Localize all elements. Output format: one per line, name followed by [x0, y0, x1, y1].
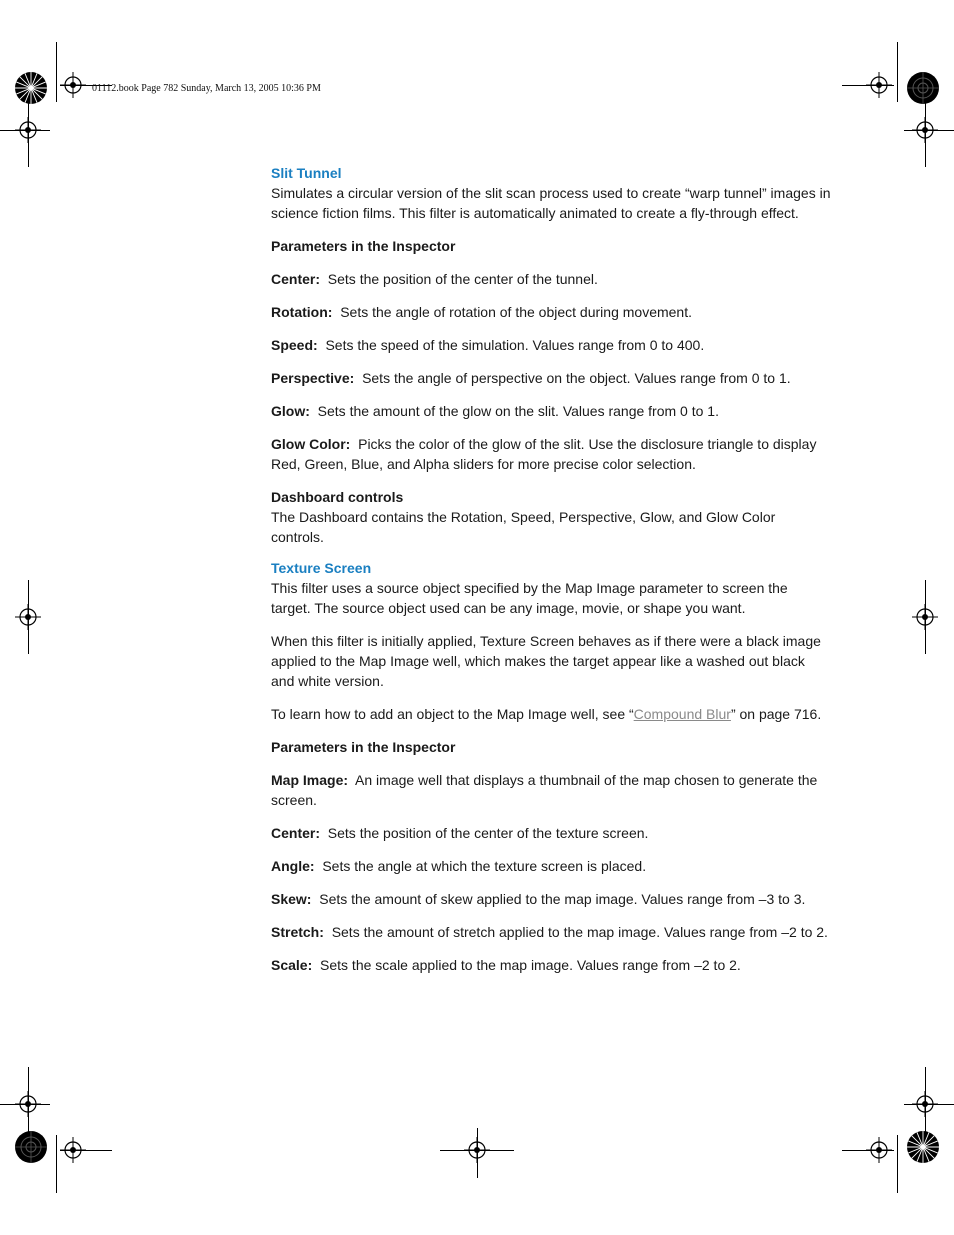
starburst-target-icon — [14, 1130, 48, 1164]
param-text: Sets the position of the center of the texture screen. — [327, 825, 649, 841]
section-title-texture-screen: Texture Screen — [271, 560, 372, 576]
param-term: Center: — [271, 271, 321, 287]
params-heading: Parameters in the Inspector — [271, 739, 456, 755]
param-text: Sets the position of the center of the tunnel. — [327, 271, 598, 287]
param-term: Glow Color: — [271, 436, 351, 452]
registration-target-icon — [912, 1091, 938, 1117]
param-term: Rotation: — [271, 304, 333, 320]
crop-line — [897, 42, 898, 102]
compound-blur-link[interactable]: Compound Blur — [633, 706, 731, 722]
registration-target-icon — [866, 72, 892, 98]
param-item — [271, 889, 831, 909]
param-term: Map Image: — [271, 772, 349, 788]
registration-target-icon — [912, 604, 938, 630]
param-text: An image well that displays a thumbnail of the map chosen to generate the screen. — [271, 772, 818, 808]
starburst-target-icon — [906, 1130, 940, 1164]
starburst-target-icon — [906, 71, 940, 105]
param-text: Sets the speed of the simulation. Values range from 0 to 400. — [325, 337, 705, 353]
param-text: Sets the amount of stretch applied to the map image. Values range from –2 to 2. — [331, 924, 828, 940]
texture-screen-para: This filter uses a source object specified by the Map Image parameter to screen the target. The source object used can be any image, movie, or shape you want. — [271, 580, 788, 616]
param-item — [271, 922, 831, 942]
param-text: Sets the amount of skew applied to the map image. Values range from –3 to 3. — [319, 891, 806, 907]
param-item — [271, 434, 831, 474]
crossref-text: ” on page 716. — [730, 706, 822, 722]
texture-screen-para: When this filter is initially applied, Texture Screen behaves as if there were a black image applied to the Map Image well, which makes the target appear like a washed out black and white version. — [271, 633, 821, 689]
param-item — [271, 335, 831, 355]
registration-target-icon — [15, 117, 41, 143]
param-term: Skew: — [271, 891, 312, 907]
param-term: Speed: — [271, 337, 318, 353]
dashboard-text: The Dashboard contains the Rotation, Speed, Perspective, Glow, and Glow Color controls. — [271, 509, 776, 545]
registration-target-icon — [15, 604, 41, 630]
param-item — [271, 269, 831, 289]
param-term: Scale: — [271, 957, 313, 973]
param-text: Sets the angle of perspective on the object. Values range from 0 to 1. — [362, 370, 791, 386]
param-term: Angle: — [271, 858, 315, 874]
params-heading: Parameters in the Inspector — [271, 238, 456, 254]
texture-screen-crossref — [271, 704, 831, 724]
param-text: Sets the scale applied to the map image. Values range from –2 to 2. — [320, 957, 741, 973]
crossref-text: To learn how to add an object to the Map Image well, see “ — [271, 706, 634, 722]
param-item — [271, 368, 831, 388]
crop-line — [897, 1135, 898, 1193]
param-text: Sets the angle at which the texture screen is placed. — [322, 858, 647, 874]
registration-target-icon — [912, 117, 938, 143]
param-text: Sets the angle of rotation of the object during movement. — [340, 304, 692, 320]
param-item — [271, 955, 831, 975]
param-item — [271, 823, 831, 843]
param-term: Center: — [271, 825, 321, 841]
registration-target-icon — [15, 1091, 41, 1117]
param-text: Picks the color of the glow of the slit. Use the disclosure triangle to display Red, Green, Blue, and Alpha sliders for more precise color selection. — [271, 436, 817, 472]
crop-line — [56, 1135, 57, 1193]
slit-tunnel-description: Simulates a circular version of the slit scan process used to create “warp tunnel” images in science fiction films. This filter is automatically animated to create a fly-through effect. — [271, 185, 831, 221]
starburst-target-icon — [14, 71, 48, 105]
param-text: Sets the amount of the glow on the slit. Values range from 0 to 1. — [317, 403, 719, 419]
print-header: 01112.book Page 782 Sunday, March 13, 2005 10:36 PM — [92, 83, 321, 94]
page-content — [271, 163, 831, 988]
registration-target-icon — [60, 1137, 86, 1163]
crop-line — [56, 42, 57, 102]
param-term: Glow: — [271, 403, 310, 419]
slit-tunnel-section — [271, 163, 831, 547]
registration-target-icon — [866, 1137, 892, 1163]
param-term: Stretch: — [271, 924, 324, 940]
dashboard-heading: Dashboard controls — [271, 489, 404, 505]
texture-screen-section — [271, 558, 831, 975]
param-item — [271, 302, 831, 322]
param-item — [271, 770, 831, 810]
registration-target-icon — [60, 72, 86, 98]
param-item — [271, 856, 831, 876]
section-title-slit-tunnel: Slit Tunnel — [271, 165, 342, 181]
registration-target-icon — [464, 1137, 490, 1163]
param-term: Perspective: — [271, 370, 355, 386]
param-item — [271, 401, 831, 421]
